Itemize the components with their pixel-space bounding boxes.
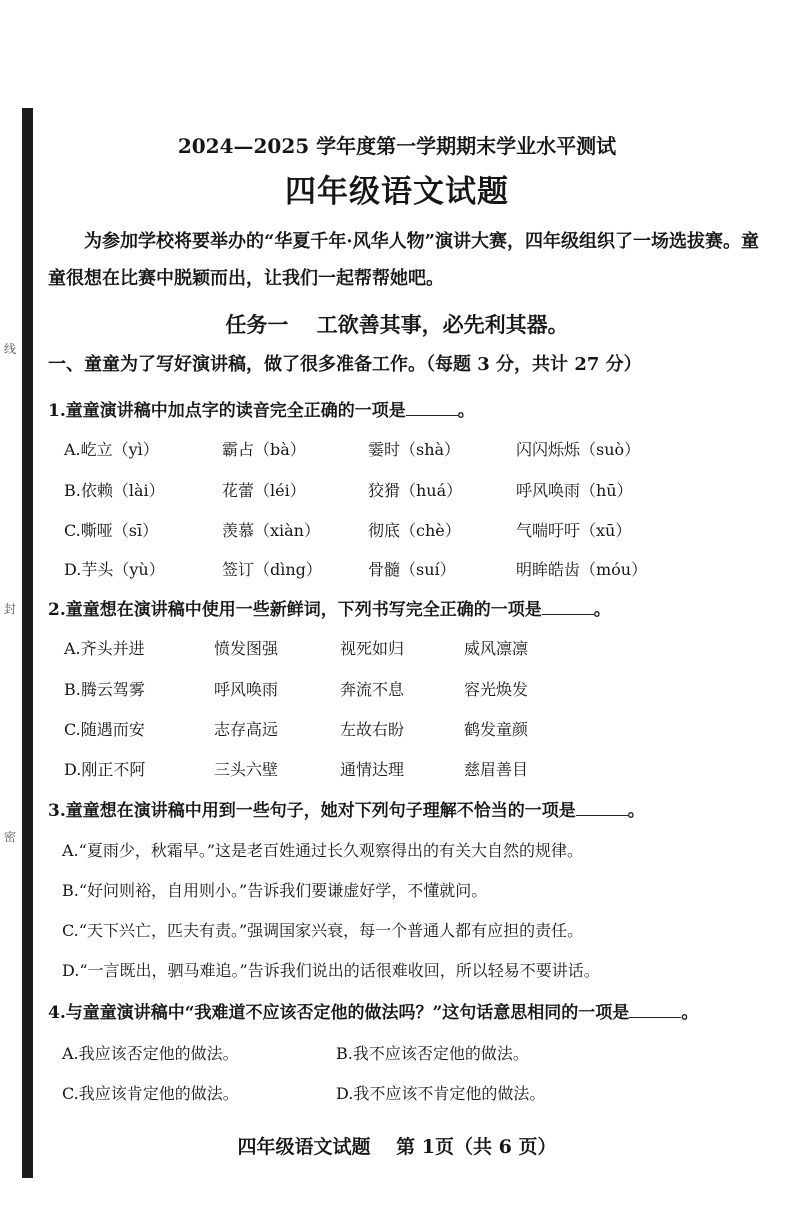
q3-option-a: A.“夏雨少，秋霜早。”这是老百姓通过长久观察得出的有关大自然的规律。 <box>62 841 584 860</box>
q4-option-c: C.我应该肯定他的做法。 <box>62 1084 239 1103</box>
q1-option-d-3: 骨髓（suí） <box>368 560 456 579</box>
q3-option-b: B.“好问则裕，自用则小。”告诉我们要谦虚好学，不懂就问。 <box>62 881 488 900</box>
stem-end: 。 <box>457 401 475 421</box>
q3-option-c: C.“天下兴亡，匹夫有责。”强调国家兴衰，每一个普通人都有应担的责任。 <box>62 921 584 940</box>
stem-end: 。 <box>627 801 645 821</box>
q1-option-b-4: 呼风唤雨（hū） <box>516 481 633 500</box>
q4-option-b: B.我不应该否定他的做法。 <box>336 1044 529 1063</box>
q1-option-d-2: 签订（dìng） <box>222 560 322 579</box>
q1-option-a-3: 霎时（shà） <box>368 440 461 459</box>
question-4-stem <box>48 998 698 1023</box>
answer-blank <box>406 401 458 416</box>
q1-option-d-1: D.芋头（yù） <box>64 560 165 579</box>
q3-option-d: D.“一言既出，驷马难追。”告诉我们说出的话很难收回，所以轻易不要讲话。 <box>62 961 600 980</box>
q2-option-a-2: 愤发图强 <box>214 639 279 658</box>
question-stem-text: 3.童童想在演讲稿中用到一些句子，她对下列句子理解不恰当的一项是 <box>48 801 576 821</box>
q1-option-c-1: C.嘶哑（sī） <box>64 521 159 540</box>
q1-option-b-2: 花蕾（léi） <box>222 481 306 500</box>
stem-end: 。 <box>593 600 611 620</box>
q1-option-b-3: 狡猾（huá） <box>368 481 463 500</box>
intro-paragraph: 为参加学校将要举办的“华夏千年·风华人物”演讲大赛，四年级组织了一场选拔赛。童童很想在比赛中脱颖而出，让我们一起帮帮她吧。 <box>48 231 759 289</box>
question-2-stem <box>48 595 611 620</box>
q2-option-b-4: 容光焕发 <box>464 680 529 699</box>
q2-option-b-3: 奔流不息 <box>340 680 405 699</box>
q2-option-a-3: 视死如归 <box>340 639 405 658</box>
section-heading: 一、童童为了写好演讲稿，做了很多准备工作。（每题 3 分，共计 27 分） <box>48 354 642 375</box>
q4-option-d: D.我不应该不肯定他的做法。 <box>336 1084 546 1103</box>
q2-option-d-4: 慈眉善目 <box>464 760 529 779</box>
q2-option-c-2: 志存高远 <box>214 720 279 739</box>
exam-header-line: 2024—2025 学年度第一学期期末学业水平测试 <box>177 134 617 158</box>
q1-option-b-1: B.依赖（lài） <box>64 481 165 500</box>
question-stem-text: 4.与童童演讲稿中“我难道不应该否定他的做法吗？”这句话意思相同的一项是 <box>48 1003 630 1023</box>
page-footer: 四年级语文试题 第 1页（共 6 页） <box>237 1136 557 1158</box>
q2-option-c-3: 左故右盼 <box>340 720 405 739</box>
q1-option-a-4: 闪闪烁烁（suò） <box>516 440 641 459</box>
margin-mark-mi: 密 <box>3 830 16 844</box>
q2-option-a-1: A.齐头并进 <box>64 639 145 658</box>
answer-blank <box>576 801 628 816</box>
q2-option-b-2: 呼风唤雨 <box>214 680 279 699</box>
q1-option-a-2: 霸占（bà） <box>222 440 306 459</box>
q2-option-d-2: 三头六壁 <box>214 760 279 779</box>
binding-line <box>22 108 33 1178</box>
question-stem-text: 1.童童演讲稿中加点字的读音完全正确的一项是 <box>48 401 406 421</box>
q2-option-d-1: D.刚正不阿 <box>64 760 146 779</box>
question-3-stem <box>48 796 645 821</box>
q2-option-c-4: 鹤发童颜 <box>464 720 529 739</box>
task-heading: 任务一 工欲善其事，必先利其器。 <box>225 312 569 337</box>
q1-option-c-4: 气喘吁吁（xū） <box>516 521 632 540</box>
q2-option-a-4: 威风凛凛 <box>464 639 529 658</box>
q1-option-d-4: 明眸皓齿（móu） <box>516 560 648 579</box>
q1-option-c-3: 彻底（chè） <box>368 521 461 540</box>
q1-option-a-1: A.屹立（yì） <box>64 440 159 459</box>
q2-option-c-1: C.随遇而安 <box>64 720 145 739</box>
stem-end: 。 <box>681 1003 699 1023</box>
question-stem-text: 2.童童想在演讲稿中使用一些新鲜词，下列书写完全正确的一项是 <box>48 600 542 620</box>
answer-blank <box>542 600 594 615</box>
margin-mark-xian: 线 <box>3 342 16 356</box>
q4-option-a: A.我应该否定他的做法。 <box>62 1044 239 1063</box>
answer-blank <box>629 1003 681 1018</box>
q1-option-c-2: 羡慕（xiàn） <box>222 521 320 540</box>
margin-mark-feng: 封 <box>3 602 16 616</box>
q2-option-d-3: 通情达理 <box>340 760 405 779</box>
q2-option-b-1: B.腾云驾雾 <box>64 680 145 699</box>
question-1-stem <box>48 396 475 421</box>
exam-title: 四年级语文试题 <box>285 174 509 210</box>
